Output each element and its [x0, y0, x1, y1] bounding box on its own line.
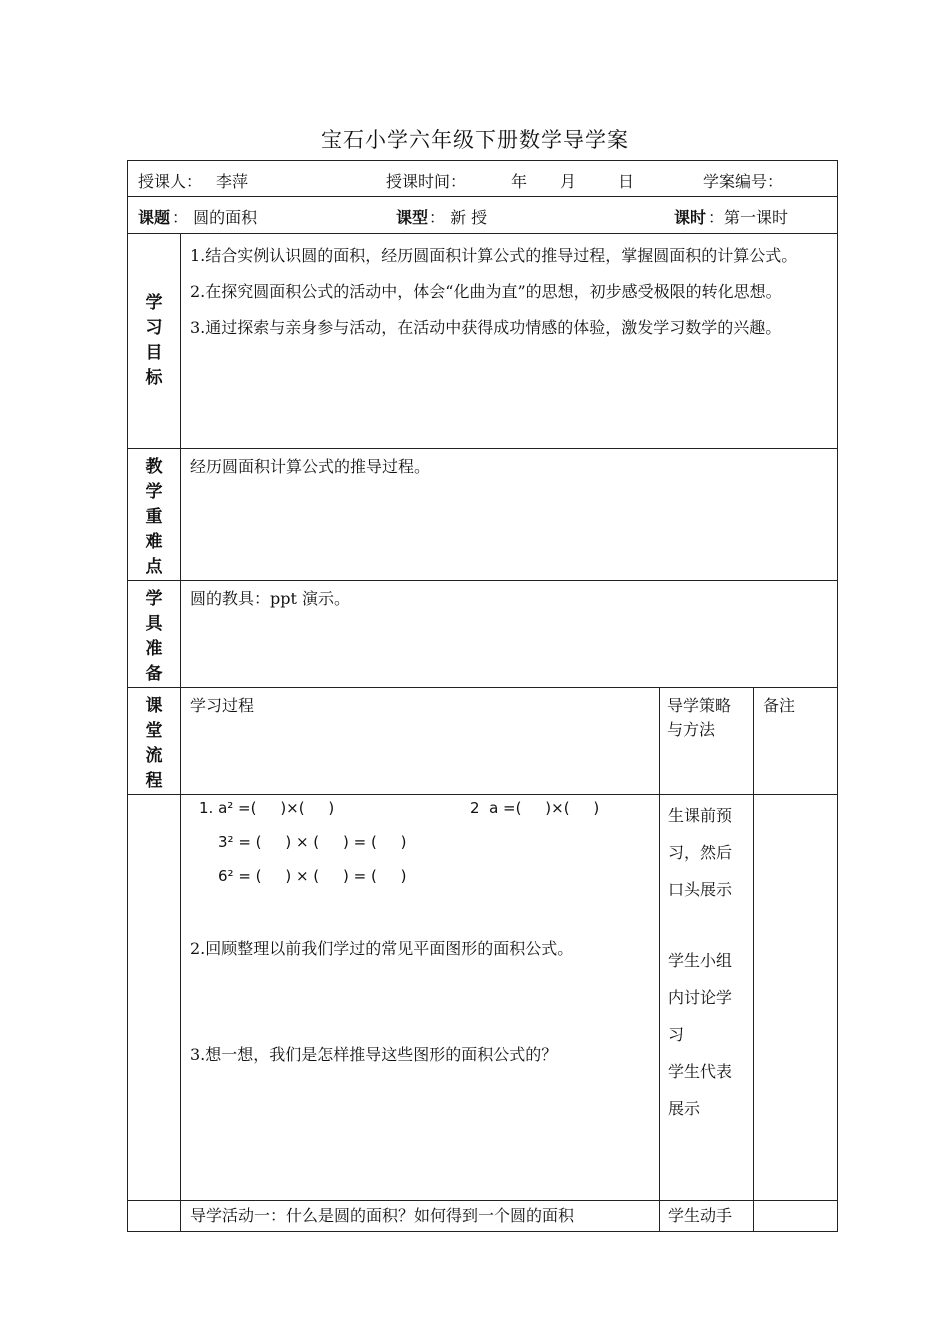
- review-notes: [754, 795, 838, 1201]
- strategy-line: 学生小组: [668, 951, 733, 970]
- plan-number-label: 学案编号：: [703, 171, 784, 191]
- goal-item: 3.通过探索与亲身参与活动，在活动中获得成功情感的体验，激发学习数学的兴趣。: [190, 318, 782, 337]
- strategy-line: 习: [668, 1025, 685, 1044]
- process-header: 学习过程: [181, 688, 660, 795]
- time-label: 授课时间：: [386, 171, 467, 191]
- equation-1a: 1. a² =( )×( ): [199, 799, 335, 817]
- month-label: 月: [560, 171, 577, 191]
- strategy-line: 展示: [668, 1099, 701, 1118]
- key-points-label-cell: [128, 449, 181, 581]
- strategy-line: 口头展示: [668, 880, 733, 899]
- period-value: ：第一课时: [708, 208, 789, 227]
- strategy-line: 习，然后: [668, 843, 733, 862]
- teacher-label: 授课人：: [138, 171, 203, 191]
- review-content: [181, 795, 660, 1201]
- strategy-line: 生课前预: [668, 806, 733, 825]
- goals-content: [181, 234, 838, 449]
- topic-label: 课题: [138, 208, 171, 227]
- lesson-plan-table: [127, 160, 838, 1232]
- goal-item: 1.结合实例认识圆的面积，经历圆面积计算公式的推导过程，掌握圆面积的计算公式。: [190, 246, 798, 265]
- equation-3: 6² = ( ) × ( ) = ( ): [218, 867, 407, 885]
- activity-strategy: 学生动手: [660, 1201, 754, 1232]
- goals-label: 学习目标: [145, 293, 163, 388]
- key-points-label: 教学重难点: [145, 457, 163, 577]
- flow-label-cell: [128, 688, 181, 795]
- topic-value: ： 圆的面积: [172, 208, 258, 227]
- review-label-cell: [128, 795, 181, 1201]
- equation-2: 3² = ( ) × ( ) = ( ): [218, 833, 407, 851]
- teacher-row: [128, 161, 838, 197]
- strategy-line: 学生代表: [668, 1062, 733, 1081]
- year-label: 年: [511, 171, 528, 191]
- lesson-row: [128, 197, 838, 234]
- day-label: 日: [618, 171, 635, 191]
- review-question-2: 2.回顾整理以前我们学过的常见平面图形的面积公式。: [190, 939, 574, 958]
- notes-header: 备注: [754, 688, 838, 795]
- goals-label-cell: [128, 234, 181, 449]
- strategy-line: 内讨论学: [668, 988, 733, 1007]
- period-label: 课时: [674, 208, 707, 227]
- tools-label: 学具准备: [145, 589, 163, 684]
- teacher-name: 李萍: [216, 171, 249, 191]
- goal-item: 2.在探究圆面积公式的活动中，体会“化曲为直”的思想，初步感受极限的转化思想。: [190, 282, 782, 301]
- review-strategy: [660, 795, 754, 1201]
- activity-notes: [754, 1201, 838, 1232]
- page-title: 宝石小学六年级下册数学导学案: [321, 128, 629, 152]
- strategy-gap: [668, 908, 747, 942]
- tools-content: 圆的教具：ppt 演示。: [181, 581, 838, 688]
- activity-label-cell: [128, 1201, 181, 1232]
- key-points-content: 经历圆面积计算公式的推导过程。: [181, 449, 838, 581]
- tools-label-cell: [128, 581, 181, 688]
- type-label: 课型: [396, 208, 429, 227]
- activity-content: 导学活动一：什么是圆的面积？如何得到一个圆的面积: [181, 1201, 660, 1232]
- type-value: ： 新 授: [429, 208, 488, 227]
- review-question-3: 3.想一想，我们是怎样推导这些图形的面积公式的？: [190, 1045, 558, 1064]
- strategy-header: 导学策略与方法: [660, 688, 754, 795]
- flow-label: 课堂流程: [145, 696, 163, 791]
- equation-1b: 2 a =( )×( ): [470, 799, 600, 817]
